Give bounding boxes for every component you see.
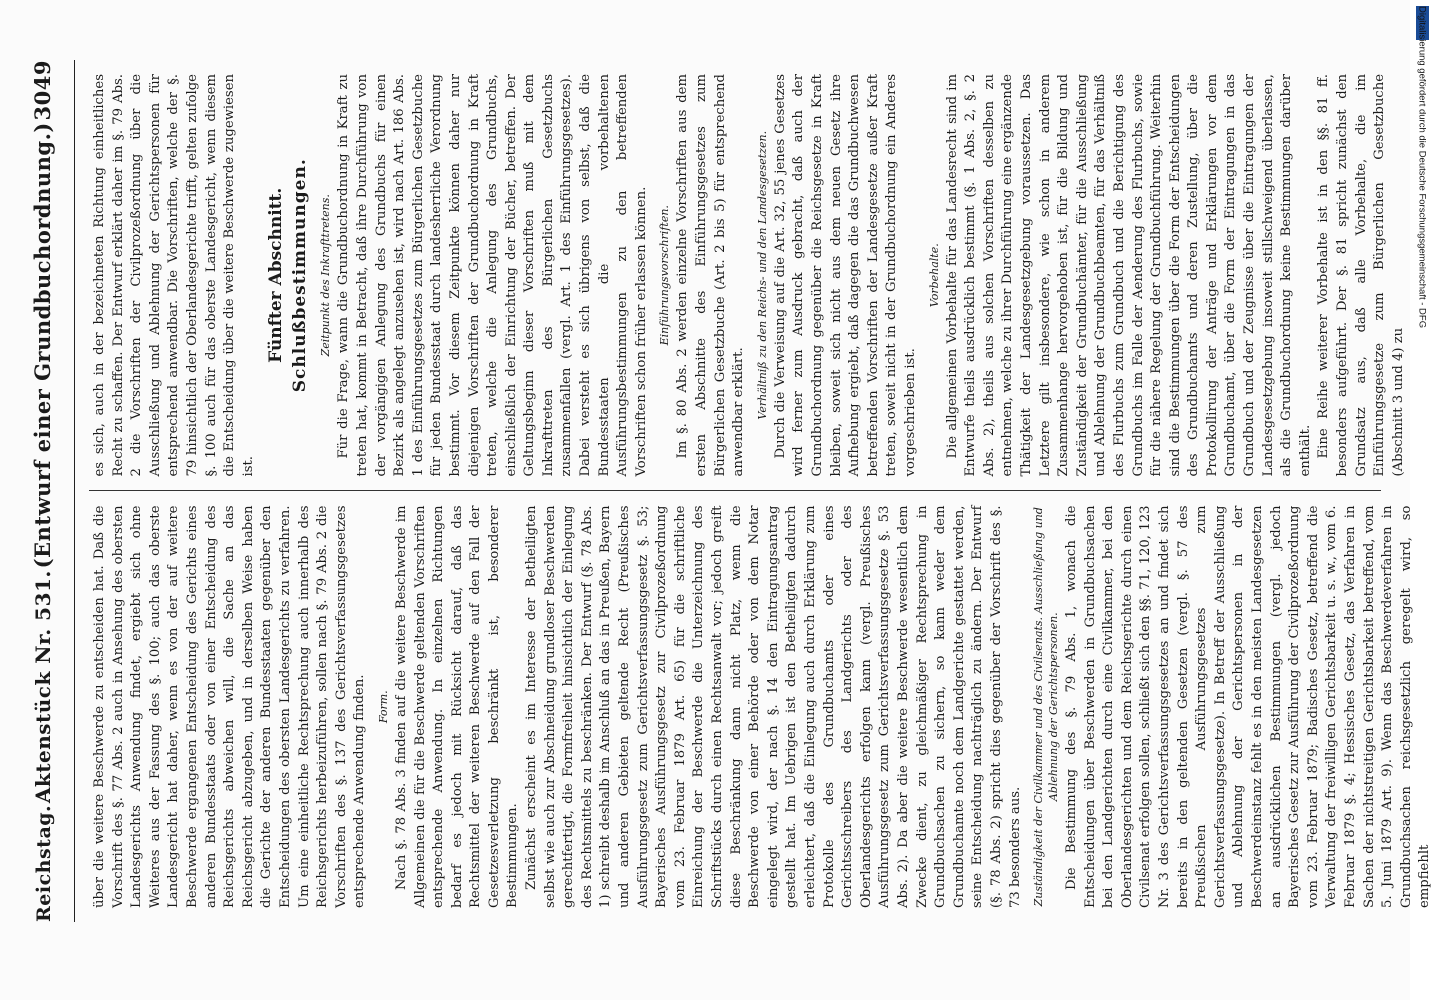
- left-subhead-civilkammer: Zuständigkeit der Civilkammer und des Civilsenats. Ausschließung und Ablehnung der Gerichtspersonen.: [1032, 507, 1061, 907]
- right-column: [81, 60, 1406, 491]
- right-paragraph-2: Für die Frage, wann die Grundbuchordnung in Kraft zu treten hat, kommt in Betracht, daß ihre Durchführung von der vorgängigen Anlegung des Grundbuchs für einen Bezirk als angelegt anzusehen ist, wird nach Art. 186 Abs. 1 des Einführungsgesetzes zum Bürgerlichen Gesetzbuche für jeden Bundesstaat durch landesherrliche Verordnung bestimmt. Vor diesem Zeitpunkte können daher nur diejenigen Vorschriften der Grundbuchordnung in Kraft treten, welche die Anlegung des Grundbuchs, einschließlich der Einrichtung der Bücher, betreffen. Der Geltungsbeginn dieser Vorschriften muß mit dem Inkrafttreten des Bürgerlichen Gesetzbuchs zusammenfallen (vergl. Art. 1 des Einführungsgesetzes). Dabei versteht es sich übrigens von selbst, daß die Bundesstaaten die vorbehaltenen Ausführungsbestimmungen zu den betreffenden Vorschriften schon früher erlassen können.: [336, 74, 649, 477]
- right-paragraph-4: Durch die Verweisung auf die Art. 32, 55 jenes Gesetzes wird ferner zum Ausdruck gebracht, daß auch der Grundbuchordnung gegenüber die Reichsgesetze in Kraft bleiben, soweit sich nicht aus dem neuen Gesetz ihre Aufhebung ergiebt, daß dagegen die das Grundbuchwesen betreffenden Vorschriften der Landesgesetze außer Kraft treten, soweit nicht in der Grundbuchordnung ein Anderes vorgeschrieben ist.: [772, 74, 918, 477]
- section-title: Schlußbestimmungen.: [290, 158, 311, 393]
- page-header: [30, 60, 75, 922]
- left-paragraph-4: Die Bestimmung des §. 79 Abs. 1, wonach die Entscheidungen über Beschwerden in Grundbuchsachen bei den Landgerichten durch eine Civilkammer, bei den Oberlandesgerichten und dem Reichsgerichte durch einen Civilsenat erfolgen sollen, schließt sich den §§. 71, 120, 123 Nr. 3 des Gerichtsverfassungsgesetzes an und findet sich bereits in den geltenden Gesetzen (vergl. §. 57 des Preußischen Ausführungsgesetzes zum Gerichtsverfassungsgesetze). In Betreff der Ausschließung und Ablehnung der Gerichtspersonen in der Beschwerdeinstanz fehlt es in den meisten Landesgesetzen an ausdrücklichen Bestimmungen (vergl. jedoch Bayerisches Gesetz zur Ausführung der Civilprozeßordnung vom 23. Februar 1879; Badisches Gesetz, betreffend die Verwaltung der freiwilligen Gerichtsbarkeit u. s. w., vom 6. Februar 1879 §. 4; Hessisches Gesetz, das Verfahren in Sachen der nichtstreitigen Gerichtsbarkeit betreffend, vom 5. Juni 1879 Art. 9). Wenn das Beschwerdeverfahren in Grundbuchsachen reichsgesetzlich geregelt wird, so empfiehlt: [1064, 505, 1433, 908]
- column-divider: [89, 491, 1381, 492]
- header-title: (Entwurf einer Grundbuchordnung.): [30, 122, 55, 569]
- side-credit: [1412, 6, 1432, 996]
- left-paragraph-2: Nach §. 78 Abs. 3 finden auf die weitere Beschwerde im Allgemeinen die für die Beschwerde geltenden Vorschriften entsprechende Anwendung. In einzelnen Richtungen bedarf es jedoch mit Rücksicht darauf, daß das Rechtsmittel der weiteren Beschwerde auf den Fall der Gesetzesverletzung beschränkt ist, besonderer Bestimmungen.: [393, 505, 521, 908]
- right-subhead-vorbehalte: Vorbehalte.: [927, 243, 941, 308]
- right-paragraph-1: es sich, auch in der bezeichneten Richtung einheitliches Recht zu schaffen. Der Entwurf erklärt daher im §. 79 Abs. 2 die Vorschriften der Civilprozeßordnung über die Ausschließung und Ablehnung der Gerichtspersonen für entsprechend anwendbar. Die Vorschriften, welche der §. 79 hinsichtlich der Oberlandesgerichte trifft, gelten zufolge §. 100 auch für das oberste Landesgericht, wenn diesem die Entscheidung über die weitere Beschwerde zugewiesen ist.: [92, 74, 256, 477]
- right-paragraph-5: Die allgemeinen Vorbehalte für das Landesrecht sind im Entwurfe theils ausdrücklich bestimmt (§. 1 Abs. 2, §. 2 Abs. 2), theils aus solchen Vorschriften desselben zu entnehmen, welche zu ihrer Durchführung eine ergänzende Thätigkeit der Landesgesetzgebung voraussetzen. Das Letztere gilt insbesondere, wie schon in anderem Zusammenhange hervorgehoben ist, für die Bildung und Zuständigkeit der Grundbuchämter, für die Ausschließung und Ablehnung der Grundbuchbeamten, für das Verhältniß des Flurbuchs zum Grundbuch und die Berichtigung des Grundbuchs im Falle der Aenderung des Flurbuchs, sowie für die nähere Regelung der Grundbuchführung. Weiterhin sind die Bestimmungen über die Form der Entscheidungen des Grundbuchamts und deren Zustellung, über die Protokollirung der Anträge und Erklärungen vor dem Grundbuchamt, über die Form der Eintragungen in das Grundbuch und der Zeugnisse über die Eintragungen der Landesgesetzgebung insoweit stillschweigend überlassen, als die Grundbuchordnung keine Bestimmungen darüber enthält.: [944, 74, 1313, 477]
- right-paragraph-6: Eine Reihe weiterer Vorbehalte ist in den §§. 81 ff. besonders aufgeführt. Der §. 81 spricht zunächst den Grundsatz aus, daß alle Vorbehalte, die im Einführungsgesetze zum Bürgerlichen Gesetzbuche (Abschnitt 3 und 4) zu: [1316, 74, 1406, 477]
- right-paragraph-3: Im §. 80 Abs. 2 werden einzelne Vorschriften aus dem ersten Abschnitte des Einführungsgesetzes zum Bürgerlichen Gesetzbuche (Art. 2 bis 5) für entsprechend anwendbar erklärt.: [675, 74, 747, 477]
- left-paragraph-3: Zunächst erscheint es im Interesse der Betheiligten selbst wie auch zur Abschneidung grundloser Beschwerden gerechtfertigt, die Formfreiheit hinsichtlich der Einlegung des Rechtsmittels zu beschränken. Der Entwurf (§. 78 Abs. 1) schreibt deshalb im Anschluß an das in Preußen, Bayern und anderen Gebieten geltende Recht (Preußisches Ausführungsgesetz zum Gerichtsverfassungsgesetz §. 53; Bayerisches Ausführungsgesetz zur Civilprozeßordnung vom 23. Februar 1879 Art. 65) für die schriftliche Einreichung der Beschwerde die Unterzeichnung des Schriftstücks durch einen Rechtsanwalt vor; jedoch greift diese Beschränkung dann nicht Platz, wenn die Beschwerde von einer Behörde oder von dem Notar eingelegt wird, der nach §. 14 den Eintragungsantrag gestellt hat. Im Uebrigen ist den Betheiligten dadurch erleichtert, daß die Einlegung auch durch Erklärung zum Protokolle des Grundbuchamts oder eines Gerichtsschreibers des Landgerichts oder des Oberlandesgerichts erfolgen kann (vergl. Preußisches Ausführungsgesetz zum Gerichtsverfassungsgesetze §. 53 Abs. 2). Da aber die weitere Beschwerde wesentlich dem Zwecke dient, zu gleichmäßiger Rechtsprechung in Grundbuchsachen zu sichern, so kann weder dem Grundbuchamte noch dem Landgerichte gestattet werden, seine Entscheidung nachträglich zu ändern. Der Entwurf (§. 78 Abs. 2) spricht dies gegenüber der Vorschrift des §. 73 besonders aus.: [524, 505, 1023, 908]
- header-center: Aktenstück Nr. 531.: [31, 570, 55, 804]
- right-subhead-verhaeltniss: Verhältniß zu den Reichs- und den Landesgesetzen.: [755, 130, 769, 420]
- credit-text: Digitalisierung gefördert durch die Deutsche Forschungsgemeinschaft - DFG: [1416, 6, 1428, 329]
- page-number: 3049: [30, 60, 55, 121]
- left-column: [81, 492, 1433, 923]
- left-subhead-form: Form.: [376, 690, 390, 724]
- header-left: Reichstag.: [33, 804, 55, 922]
- left-paragraph-1: über die weitere Beschwerde zu entscheiden hat. Daß die Vorschrift des §. 77 Abs. 2 auch in Ansehung des obersten Landesgerichts Anwendung findet, ergiebt sich ohne Weiteres aus der Fassung des §. 100; auch das oberste Landesgericht hat daher, wenn es von der auf weitere Beschwerde ergangenen Entscheidung des Gerichts eines anderen Bundesstaats oder von einer Entscheidung des Reichsgerichts abweichen will, die Sache an das Reichsgericht abzugeben, und in derselben Weise haben die Gerichte der anderen Bundesstaaten gegenüber den Entscheidungen des obersten Landesgerichts zu verfahren. Um eine einheitliche Rechtsprechung auch innerhalb des Reichsgerichts herbeizuführen, sollen nach §. 79 Abs. 2 die Vorschriften des §. 137 des Gerichtsverfassungsgesetzes entsprechende Anwendung finden.: [92, 505, 368, 908]
- right-subhead-einfuehrung: Einführungsvorschriften.: [658, 205, 672, 346]
- right-subhead-inkrafttreten: Zeitpunkt des Inkrafttretens.: [319, 194, 333, 357]
- section-number: Fünfter Abschnitt.: [266, 187, 287, 363]
